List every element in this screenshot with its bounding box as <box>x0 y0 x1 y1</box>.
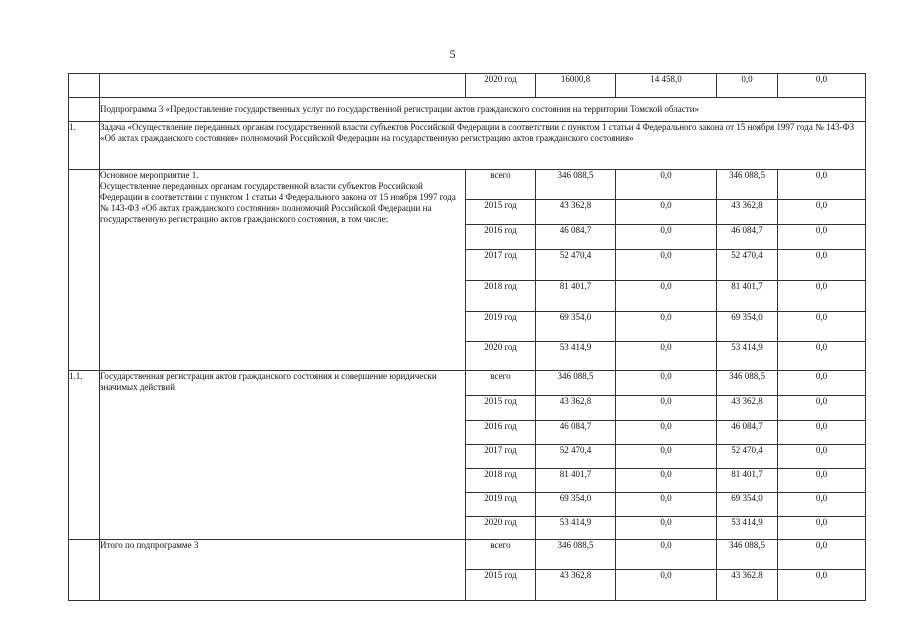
value-cell: 346 088,5 <box>536 540 616 570</box>
group-description: Государственная регистрация актов гражданского состояния и совершение юридически значимых действий <box>100 371 466 540</box>
value-cell: 0,0 <box>616 312 717 342</box>
year-cell: 2019 год <box>466 493 536 517</box>
value-cell: 43 362,8 <box>536 396 616 421</box>
value-cell: 0,0 <box>616 250 717 281</box>
value-cell: 0,0 <box>778 469 866 493</box>
value-cell: 0,0 <box>616 396 717 421</box>
value-cell: 0,0 <box>778 371 866 396</box>
year-cell: 2017 год <box>466 445 536 469</box>
page-number: 5 <box>449 47 456 61</box>
value-cell: 346 088,5 <box>536 371 616 396</box>
value-cell: 0,0 <box>778 225 866 250</box>
value-cell: 0,0 <box>616 493 717 517</box>
year-cell: 2015 год <box>466 570 536 601</box>
value-cell: 0,0 <box>778 312 866 342</box>
value-cell: 43 362,8 <box>536 570 616 601</box>
value-cell: 0,0 <box>778 493 866 517</box>
year-cell: 2019 год <box>466 312 536 342</box>
value-cell: 0,0 <box>616 469 717 493</box>
value-cell: 52 470,4 <box>536 445 616 469</box>
table-row <box>69 371 866 396</box>
task-description: Задача «Осуществление переданных органам государственной власти субъектов Российской Федерации в соответствии с пунктом 1 статьи 4 Федерального закона от 15 ноября 1997 года № 143-ФЗ «Об актах гражданского состояния» полномочий Российской Федерации на государственную регистрацию актов гражданского состояния» <box>100 122 866 170</box>
year-cell: 2015 год <box>466 200 536 225</box>
value-cell: 43 362,8 <box>717 396 778 421</box>
value-cell: 43 362,8 <box>717 200 778 225</box>
value-cell: 46 084,7 <box>536 421 616 445</box>
value-cell: 0,0 <box>778 421 866 445</box>
value-cell: 43 362.8 <box>717 570 778 601</box>
value-cell: 0,0 <box>778 445 866 469</box>
table-row <box>69 122 866 170</box>
value-cell: 81 401,7 <box>536 469 616 493</box>
row-description <box>100 74 466 98</box>
value-cell: 53 414,9 <box>536 517 616 540</box>
value-cell: 0,0 <box>778 540 866 570</box>
value-cell: 53 414,9 <box>717 342 778 371</box>
value-cell: 0,0 <box>778 342 866 371</box>
value-cell: 0,0 <box>778 570 866 601</box>
year-cell: всего <box>466 170 536 200</box>
value-cell: 0,0 <box>778 250 866 281</box>
value-cell: 0,0 <box>616 445 717 469</box>
value-cell: 0,0 <box>778 396 866 421</box>
value-cell: 0,0 <box>616 225 717 250</box>
value-cell: 0,0 <box>616 200 717 225</box>
value-cell: 346 088,5 <box>717 170 778 200</box>
value-cell: 0,0 <box>616 421 717 445</box>
table-row <box>69 74 866 98</box>
value-cell: 346 088,5 <box>536 170 616 200</box>
group-description: Основное мероприятие 1. Осуществление переданных органам государственной власти субъектов Российской Федерации в соответствии с пунктом 1 статьи 4 Федерального закона от 15 ноября 1997 года № 143-ФЗ «Об актах гражданского состояния» полномочий Российской Федерации на государственную регистрацию актов гражданского состояния, в том числе: <box>100 170 466 371</box>
year-cell: всего <box>466 540 536 570</box>
table-row <box>69 540 866 570</box>
year-cell: 2020 год <box>466 74 536 98</box>
year-cell: 2018 год <box>466 281 536 312</box>
year-cell: 2020 год <box>466 517 536 540</box>
value-cell: 81 401,7 <box>717 281 778 312</box>
value-cell: 69 354,0 <box>717 493 778 517</box>
year-cell: 2017 год <box>466 250 536 281</box>
row-number <box>69 98 100 122</box>
value-cell: 346 088,5 <box>717 371 778 396</box>
budget-table <box>68 73 866 601</box>
year-cell: всего <box>466 371 536 396</box>
value-cell: 0,0 <box>616 517 717 540</box>
value-cell: 0,0 <box>778 200 866 225</box>
table-row <box>69 98 866 122</box>
value-cell: 81 401,7 <box>536 281 616 312</box>
year-cell: 2018 год <box>466 469 536 493</box>
value-cell: 69 354,0 <box>717 312 778 342</box>
value-cell: 16000,8 <box>536 74 616 98</box>
value-cell: 0,0 <box>616 540 717 570</box>
value-cell: 0,0 <box>616 170 717 200</box>
value-cell: 14 458,0 <box>616 74 717 98</box>
value-cell: 81 401,7 <box>717 469 778 493</box>
value-cell: 0,0 <box>778 517 866 540</box>
value-cell: 346 088,5 <box>717 540 778 570</box>
group-description: Итого по подпрограмме 3 <box>100 540 466 601</box>
year-cell: 2015 год <box>466 396 536 421</box>
value-cell: 52 470,4 <box>717 250 778 281</box>
value-cell: 69 354,0 <box>536 312 616 342</box>
table-row <box>69 170 866 200</box>
value-cell: 46 084,7 <box>717 421 778 445</box>
value-cell: 53 414,9 <box>717 517 778 540</box>
year-cell: 2016 год <box>466 421 536 445</box>
value-cell: 46 084,7 <box>717 225 778 250</box>
value-cell: 53 414,9 <box>536 342 616 371</box>
value-cell: 69 354,0 <box>536 493 616 517</box>
value-cell: 0,0 <box>717 74 778 98</box>
value-cell: 0,0 <box>778 74 866 98</box>
value-cell: 46 084,7 <box>536 225 616 250</box>
task-number: 1. <box>69 122 100 170</box>
year-cell: 2016 год <box>466 225 536 250</box>
value-cell: 0,0 <box>778 281 866 312</box>
group-number: 1.1. <box>69 371 100 540</box>
group-number <box>69 170 100 371</box>
value-cell: 43 362,8 <box>536 200 616 225</box>
value-cell: 52 470,4 <box>536 250 616 281</box>
year-cell: 2020 год <box>466 342 536 371</box>
value-cell: 52 470,4 <box>717 445 778 469</box>
value-cell: 0,0 <box>616 371 717 396</box>
value-cell: 0,0 <box>616 342 717 371</box>
group-number <box>69 540 100 601</box>
value-cell: 0,0 <box>616 570 717 601</box>
value-cell: 0,0 <box>616 281 717 312</box>
value-cell: 0,0 <box>778 170 866 200</box>
row-number <box>69 74 100 98</box>
subprogram-header: Подпрограмма 3 «Предоставление государственных услуг по государственной регистрации актов гражданского состояния на территории Томской области» <box>100 98 866 122</box>
